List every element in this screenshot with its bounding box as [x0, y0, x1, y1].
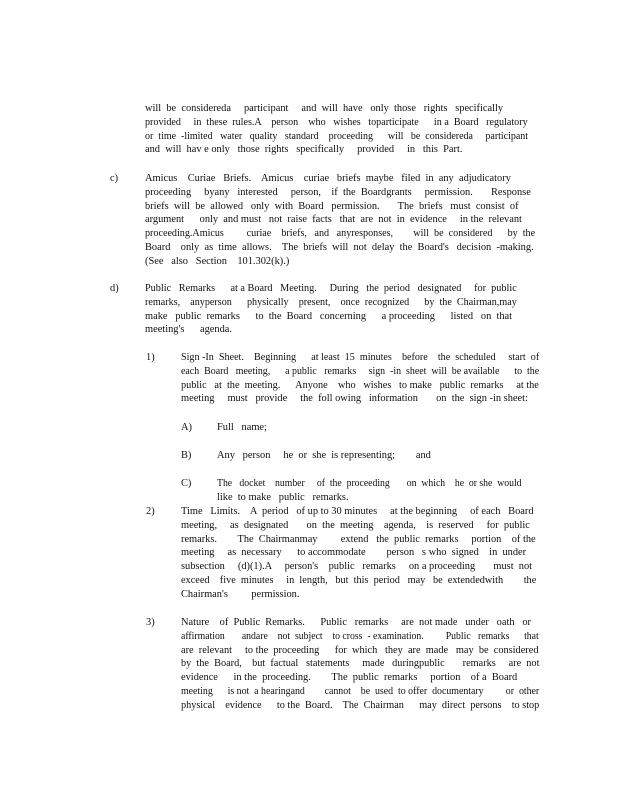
text-line: subsection (d)(1).A person's public remarks on a proceeding must not	[181, 561, 533, 573]
sub-a-marker: A)	[181, 422, 192, 433]
text-line: Amicus Curiae Briefs. Amicus curiae briefs maybe filed in any adjudicatory	[145, 173, 511, 184]
item-2-time-limits	[181, 505, 536, 602]
text-line: by the Board, but factual statements made duringpublic remarks are not	[181, 658, 540, 670]
item-1-marker: 1)	[146, 352, 155, 363]
section-c-amicus-curiae-briefs	[145, 172, 535, 269]
item-3-marker: 3)	[146, 617, 155, 628]
text-line: public at the meeting. Anyone who wishes to make public remarks at the	[181, 379, 539, 391]
text-line: or time -limited water quality standard proceeding will be considereda participant	[145, 130, 529, 142]
text-line: will be considereda participant and will have only those rights specifically	[145, 103, 504, 114]
sub-c-docket-number	[217, 477, 522, 505]
text-line: meeting's agenda.	[145, 324, 232, 336]
text-line: proceeding.Amicus curiae briefs, and anyresponses, will be considered by the	[145, 228, 536, 240]
text-line: physical evidence to the Board. The Chairman may direct persons to stop	[181, 699, 540, 711]
text-line: meeting must provide the foll owing information on the sign -in sheet:	[181, 393, 528, 405]
text-line: Chairman's permission.	[181, 588, 300, 600]
text-line: like to make public remarks.	[217, 491, 349, 503]
text-line: make public remarks to the Board concerning a proceeding listed on that	[145, 310, 513, 322]
text-line: remarks, anyperson physically present, once recognized by the Chairman,may	[145, 296, 517, 308]
section-c-marker: c)	[110, 173, 119, 184]
text-line: proceeding byany interested person, if the Boardgrants permission. Response	[145, 186, 531, 198]
text-line: argument only and must not raise facts that are not in evidence in the relevant	[145, 214, 522, 226]
section-d-marker: d)	[110, 283, 119, 294]
text-line: meeting as necessary to accommodate person s who signed in under	[181, 547, 527, 559]
text-line: Any person he or she is representing; and	[217, 450, 431, 461]
item-2-marker: 2)	[146, 506, 155, 517]
text-line: exceed five minutes in length, but this period may be extendedwith the	[181, 574, 537, 586]
sub-a-full-name	[217, 421, 517, 435]
sub-b-marker: B)	[181, 450, 192, 461]
text-line: Time Limits. A period of up to 30 minutes at the beginning of each Board	[181, 506, 534, 517]
section-d-public-remarks	[145, 282, 517, 337]
text-line: The docket number of the proceeding on which he or she would	[217, 478, 522, 489]
text-line: remarks. The Chairmanmay extend the public remarks portion of the	[181, 533, 536, 545]
sub-c-marker: C)	[181, 478, 192, 489]
text-line: each Board meeting, a public remarks sign -in sheet will be available to the	[181, 365, 540, 377]
text-line: Sign -In Sheet. Beginning at least 15 minutes before the scheduled start of	[181, 352, 540, 363]
text-line: provided in these rules.A person who wishes toparticipate in a Board regulatory	[145, 116, 528, 128]
item-3-nature-of-public-remarks	[181, 616, 539, 713]
sub-b-representing	[217, 449, 517, 463]
text-line: and will hav e only those rights specifically provided in this Part.	[145, 144, 463, 156]
text-line: affirmation andare not subject to cross - examination. Public remarks that	[181, 630, 539, 642]
text-line: Board only as time allows. The briefs will not delay the Board's decision -making.	[145, 241, 534, 253]
text-line: meeting, as designated on the meeting agenda, is reserved for public	[181, 519, 530, 531]
item-1-sign-in-sheet	[181, 351, 539, 406]
text-line: Nature of Public Remarks. Public remarks are not made under oath or	[181, 617, 532, 628]
intro-paragraph	[145, 102, 528, 157]
text-line: meeting is not a hearingand cannot be used to offer documentary or other	[181, 685, 540, 697]
text-line: Full name;	[217, 422, 267, 433]
text-line: (See also Section 101.302(k).)	[145, 255, 290, 267]
text-line: are relevant to the proceeding for which they are made may be considered	[181, 644, 539, 656]
text-line: Public Remarks at a Board Meeting. During the period designated for public	[145, 283, 517, 294]
text-line: briefs will be allowed only with Board permission. The briefs must consist of	[145, 200, 519, 212]
text-line: evidence in the proceeding. The public remarks portion of a Board	[181, 672, 518, 684]
